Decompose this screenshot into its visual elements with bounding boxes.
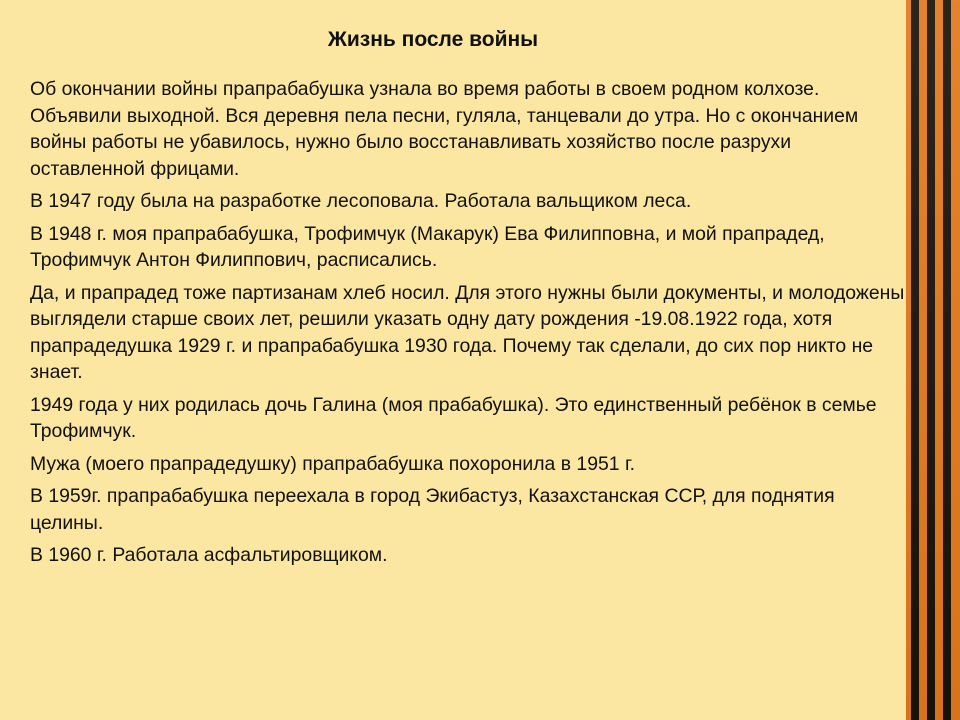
slide-title: Жизнь после войны xyxy=(327,28,539,51)
slide-body xyxy=(30,76,908,575)
paragraph-1: Об окончании войны прапрабабушка узнала во время работы в своем родном колхозе. Объявили выходной. Вся деревня пела песни, гуляла, танцевали до утра. Но с окончанием войны работы не убавилось, нужно было восстанавливать хозяйство после разрухи оставленной фрицами. xyxy=(30,78,859,180)
paragraph-4: Да, и прапрадед тоже партизанам хлеб носил. Для этого нужны были документы, и молодожены выглядели старше своих лет, решили указать одну дату рождения -19.08.1922 года, хотя прапрадедушка 1929 г. и прапрабабушка 1930 года. Почему так сделали, до сих пор никто не знает. xyxy=(30,281,905,383)
paragraph-5: 1949 года у них родилась дочь Галина (моя прабабушка). Это единственный ребёнок в семье Трофимчук. xyxy=(30,393,877,442)
paragraph-8: В 1960 г. Работала асфальтировщиком. xyxy=(30,544,388,566)
paragraph-2: В 1947 году была на разработке лесоповала. Работала вальщиком леса. xyxy=(30,190,692,212)
paragraph-3: В 1948 г. моя прапрабабушка, Трофимчук (Макарук) Ева Филипповна, и мой прапрадед, Трофимчук Антон Филиппович, расписались. xyxy=(30,222,825,271)
paragraph-7: В 1959г. прапрабабушка переехала в город Экибастуз, Казахстанская ССР, для поднятия целины. xyxy=(30,485,835,534)
st-george-ribbon xyxy=(906,0,960,720)
paragraph-6: Мужа (моего прапрадедушку) прапрабабушка похоронила в 1951 г. xyxy=(30,452,636,475)
